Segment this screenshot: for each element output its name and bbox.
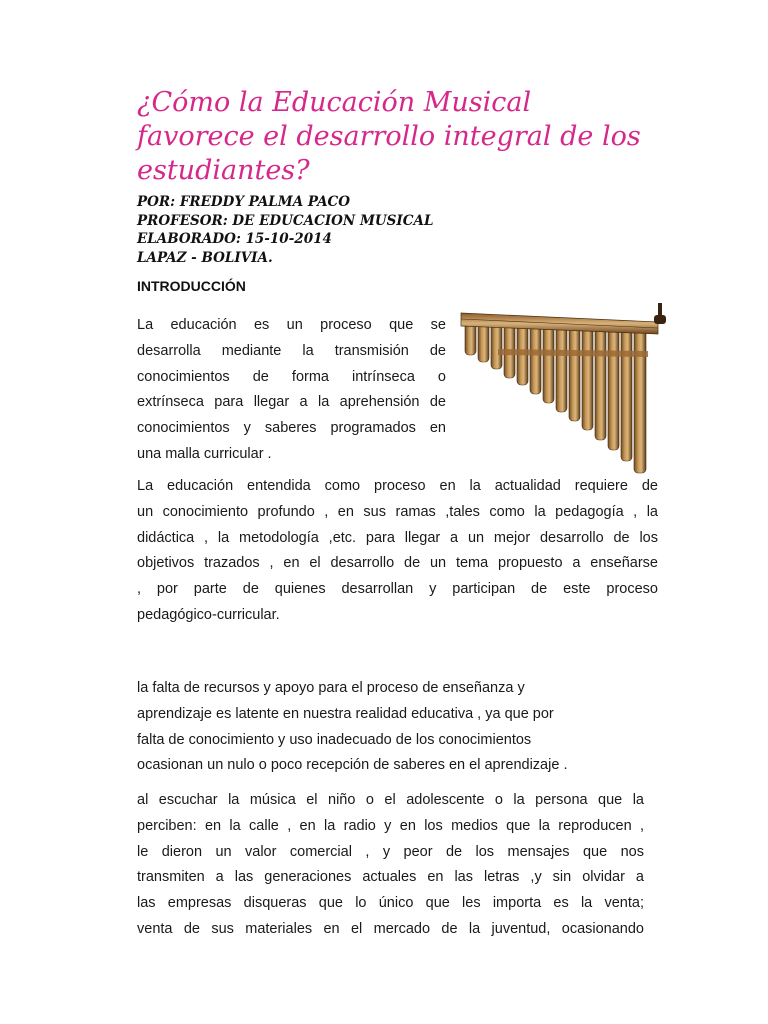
article-title	[137, 86, 697, 188]
text-line: , por parte de quienes desarrollan y participan de este proceso	[137, 581, 658, 598]
text-line: aprendizaje es latente en nuestra realidad educativa , ya que por	[137, 705, 554, 722]
text-line: las empresas disqueras que lo único que les importa es la venta;	[137, 895, 644, 912]
paragraph-resources	[137, 676, 627, 779]
section-heading: INTRODUCCIÓN	[137, 278, 246, 294]
author-line: POR: FREDDY PALMA PACO	[137, 194, 351, 210]
title-line: estudiantes?	[137, 155, 310, 186]
date-line: ELABORADO: 15-10-2014	[137, 231, 332, 247]
paragraph-music	[137, 788, 644, 943]
text-line: conocimientos de forma intrínseca o	[137, 368, 446, 385]
author-info-block	[137, 193, 433, 267]
paragraph-intro	[137, 313, 446, 468]
text-line: falta de conocimiento y uso inadecuado de los conocimientos	[137, 731, 532, 748]
text-line: La educación entendida como proceso en la actualidad requiere de	[137, 478, 658, 494]
text-line: ocasionan un nulo o poco recepción de saberes en el aprendizaje .	[137, 757, 568, 774]
role-line: PROFESOR: DE EDUCACION MUSICAL	[137, 212, 434, 229]
title-line: favorece el desarrollo integral de los	[137, 121, 641, 152]
text-line: objetivos trazados , en el desarrollo de un tema propuesto a enseñarse	[137, 555, 658, 572]
text-line: conocimientos y saberes programados en	[137, 420, 446, 437]
text-line: perciben: en la calle , en la radio y en los medios que la reproducen ,	[137, 817, 644, 834]
paragraph-education	[137, 474, 658, 629]
text-line: venta de sus materiales en el mercado de la juventud, ocasionando	[137, 920, 644, 937]
text-line: un conocimiento profundo , en sus ramas ,tales como la pedagogía , la	[137, 503, 658, 520]
pan-flute-image	[458, 297, 674, 475]
text-line: la falta de recursos y apoyo para el proceso de enseñanza y	[137, 680, 525, 696]
text-line: transmiten a las generaciones actuales en las letras ,y sin olvidar a	[137, 869, 644, 886]
text-line: le dieron un valor comercial , y peor de los mensajes que nos	[137, 843, 644, 860]
place-line: LAPAZ - BOLIVIA.	[137, 249, 273, 266]
text-line: pedagógico-curricular.	[137, 606, 280, 623]
title-line: ¿Cómo la Educación Musical	[137, 87, 532, 118]
text-line: extrínseca para llegar a la aprehensión de	[137, 394, 446, 411]
text-line: didáctica , la metodología ,etc. para llegar a un mejor desarrollo de los	[137, 529, 658, 546]
text-line: al escuchar la música el niño o el adolescente o la persona que la	[137, 792, 644, 808]
text-line: una malla curricular .	[137, 445, 272, 462]
text-line: desarrolla mediante la transmisión de	[137, 342, 446, 359]
text-line: La educación es un proceso que se	[137, 317, 446, 333]
